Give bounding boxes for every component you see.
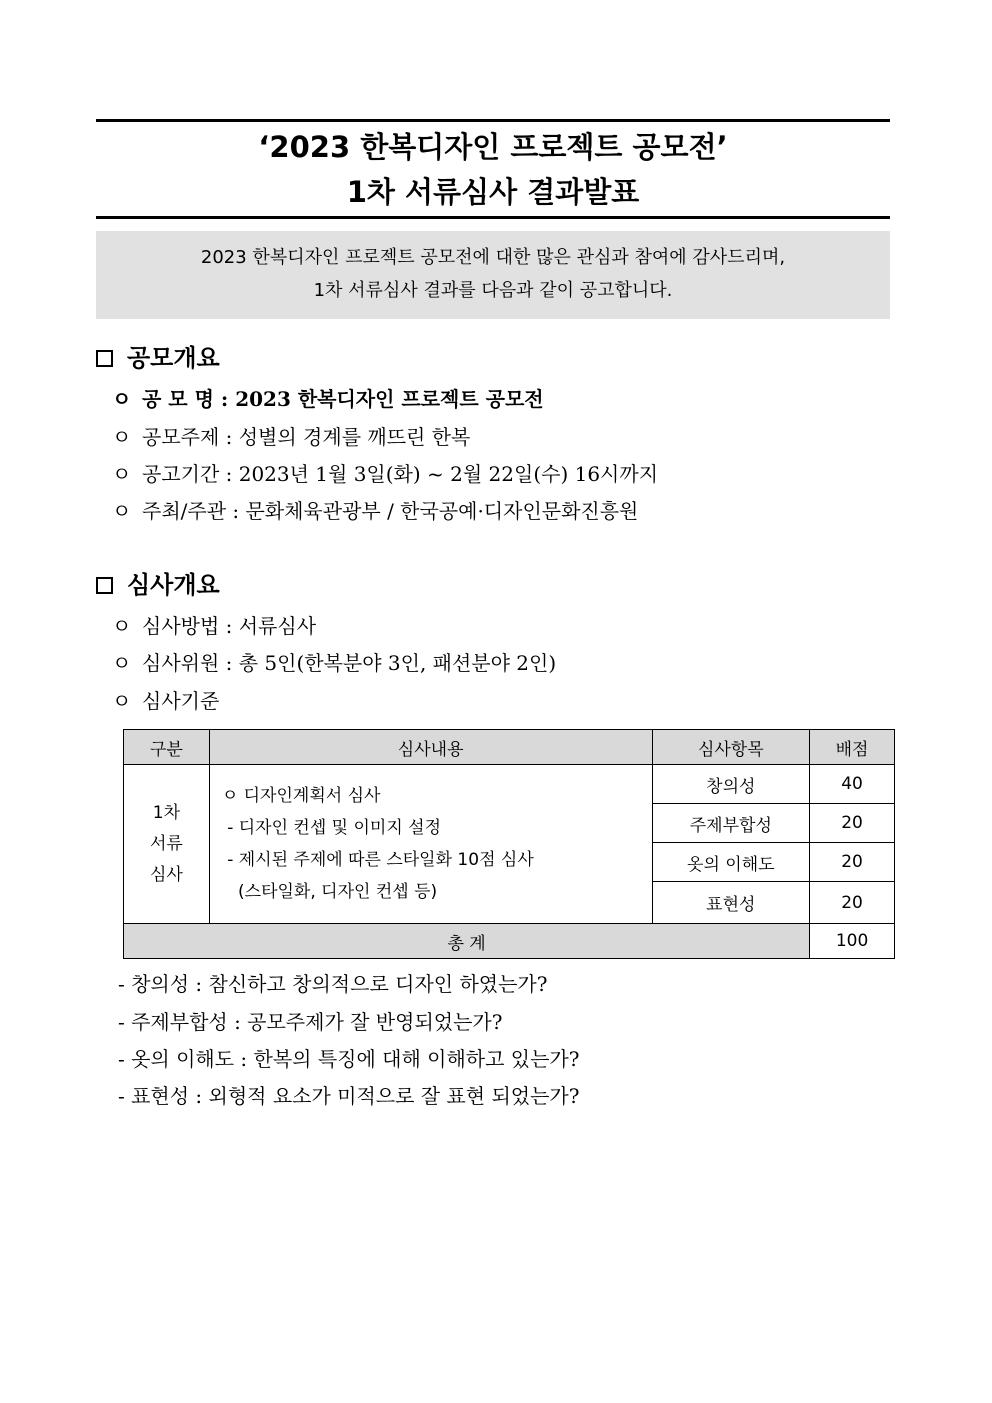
table-header: 배점: [810, 730, 895, 765]
overview-item-text: 공모주제 : 성별의 경계를 깨뜨린 한복: [142, 425, 471, 449]
section-heading-review: [96, 570, 220, 600]
page-title: ‘2023 한복디자인 프로젝트 공모전’: [258, 130, 728, 164]
item-cell: 표현성: [652, 882, 810, 924]
item-cell: 창의성: [652, 765, 810, 804]
review-item-criteria: [112, 688, 219, 714]
overview-item-name: [112, 386, 544, 412]
section-heading-overview: [96, 343, 220, 373]
content-cell: [209, 765, 652, 924]
category-line: 서류: [149, 833, 183, 854]
overview-item-host: [112, 498, 638, 524]
total-value: 100: [810, 924, 895, 959]
item-cell: 옷의 이해도: [652, 843, 810, 882]
criteria-note: - 옷의 이해도 : 한복의 특징에 대해 이해하고 있는가?: [118, 1047, 580, 1071]
bullet-icon: ㅇ: [112, 614, 132, 638]
score-cell: 20: [810, 843, 895, 882]
content-line: (스타일화, 디자인 컨셉 등): [221, 882, 438, 902]
content-line: - 디자인 컨셉 및 이미지 설정: [221, 818, 442, 838]
bullet-icon: ㅇ: [112, 689, 132, 713]
bullet-icon: ㅇ: [112, 425, 132, 449]
table-row: [124, 765, 895, 804]
content-line: ㅇ 디자인계획서 심사: [221, 786, 381, 806]
table-header: 심사항목: [652, 730, 810, 765]
table-header-row: [124, 730, 895, 765]
bullet-icon: ㅇ: [112, 651, 132, 675]
score-cell: 20: [810, 882, 895, 924]
bullet-icon: ㅇ: [112, 462, 132, 486]
category-line: 1차: [152, 802, 181, 823]
overview-item-text: 공고기간 : 2023년 1월 3일(화) ~ 2월 22일(수) 16시까지: [142, 462, 659, 486]
intro-box: [96, 231, 890, 319]
total-row: [124, 924, 895, 959]
section-title: 공모개요: [127, 344, 220, 372]
bullet-icon: ㅇ: [112, 499, 132, 523]
review-item-text: 심사기준: [142, 689, 220, 713]
score-cell: 20: [810, 804, 895, 843]
review-item-judges: [112, 650, 556, 676]
overview-item-period: [112, 461, 658, 487]
table-header: 구분: [124, 730, 210, 765]
overview-item-text: 주최/주관 : 문화체육관광부 / 한국공예·디자인문화진흥원: [142, 499, 639, 523]
criteria-table: [123, 729, 895, 959]
intro-line-2: 1차 서류심사 결과를 다음과 같이 공고합니다.: [313, 280, 673, 301]
table-header: 심사내용: [209, 730, 652, 765]
review-item-text: 심사위원 : 총 5인(한복분야 3인, 패션분야 2인): [142, 651, 557, 675]
title-box: [96, 119, 890, 219]
overview-item-theme: [112, 424, 470, 450]
criteria-note: - 주제부합성 : 공모주제가 잘 반영되었는가?: [118, 1010, 503, 1034]
bullet-icon: ㅇ: [112, 387, 132, 411]
overview-item-text: 공 모 명 : 2023 한복디자인 프로젝트 공모전: [142, 387, 544, 411]
category-cell: [124, 765, 210, 924]
checkbox-square-icon: [96, 350, 113, 367]
intro-line-1: 2023 한복디자인 프로젝트 공모전에 대한 많은 관심과 참여에 감사드리며,: [200, 247, 786, 268]
score-cell: 40: [810, 765, 895, 804]
review-item-text: 심사방법 : 서류심사: [142, 614, 317, 638]
item-cell: 주제부합성: [652, 804, 810, 843]
criteria-note: - 창의성 : 참신하고 창의적으로 디자인 하였는가?: [118, 972, 548, 996]
review-item-method: [112, 613, 316, 639]
total-label: 총 계: [124, 924, 810, 959]
content-line: - 제시된 주제에 따른 스타일화 10점 심사: [221, 850, 534, 870]
category-line: 심사: [149, 864, 183, 885]
criteria-note: - 표현성 : 외형적 요소가 미적으로 잘 표현 되었는가?: [118, 1084, 580, 1108]
checkbox-square-icon: [96, 577, 113, 594]
page-subtitle: 1차 서류심사 결과발표: [346, 175, 640, 209]
section-title: 심사개요: [127, 571, 220, 599]
